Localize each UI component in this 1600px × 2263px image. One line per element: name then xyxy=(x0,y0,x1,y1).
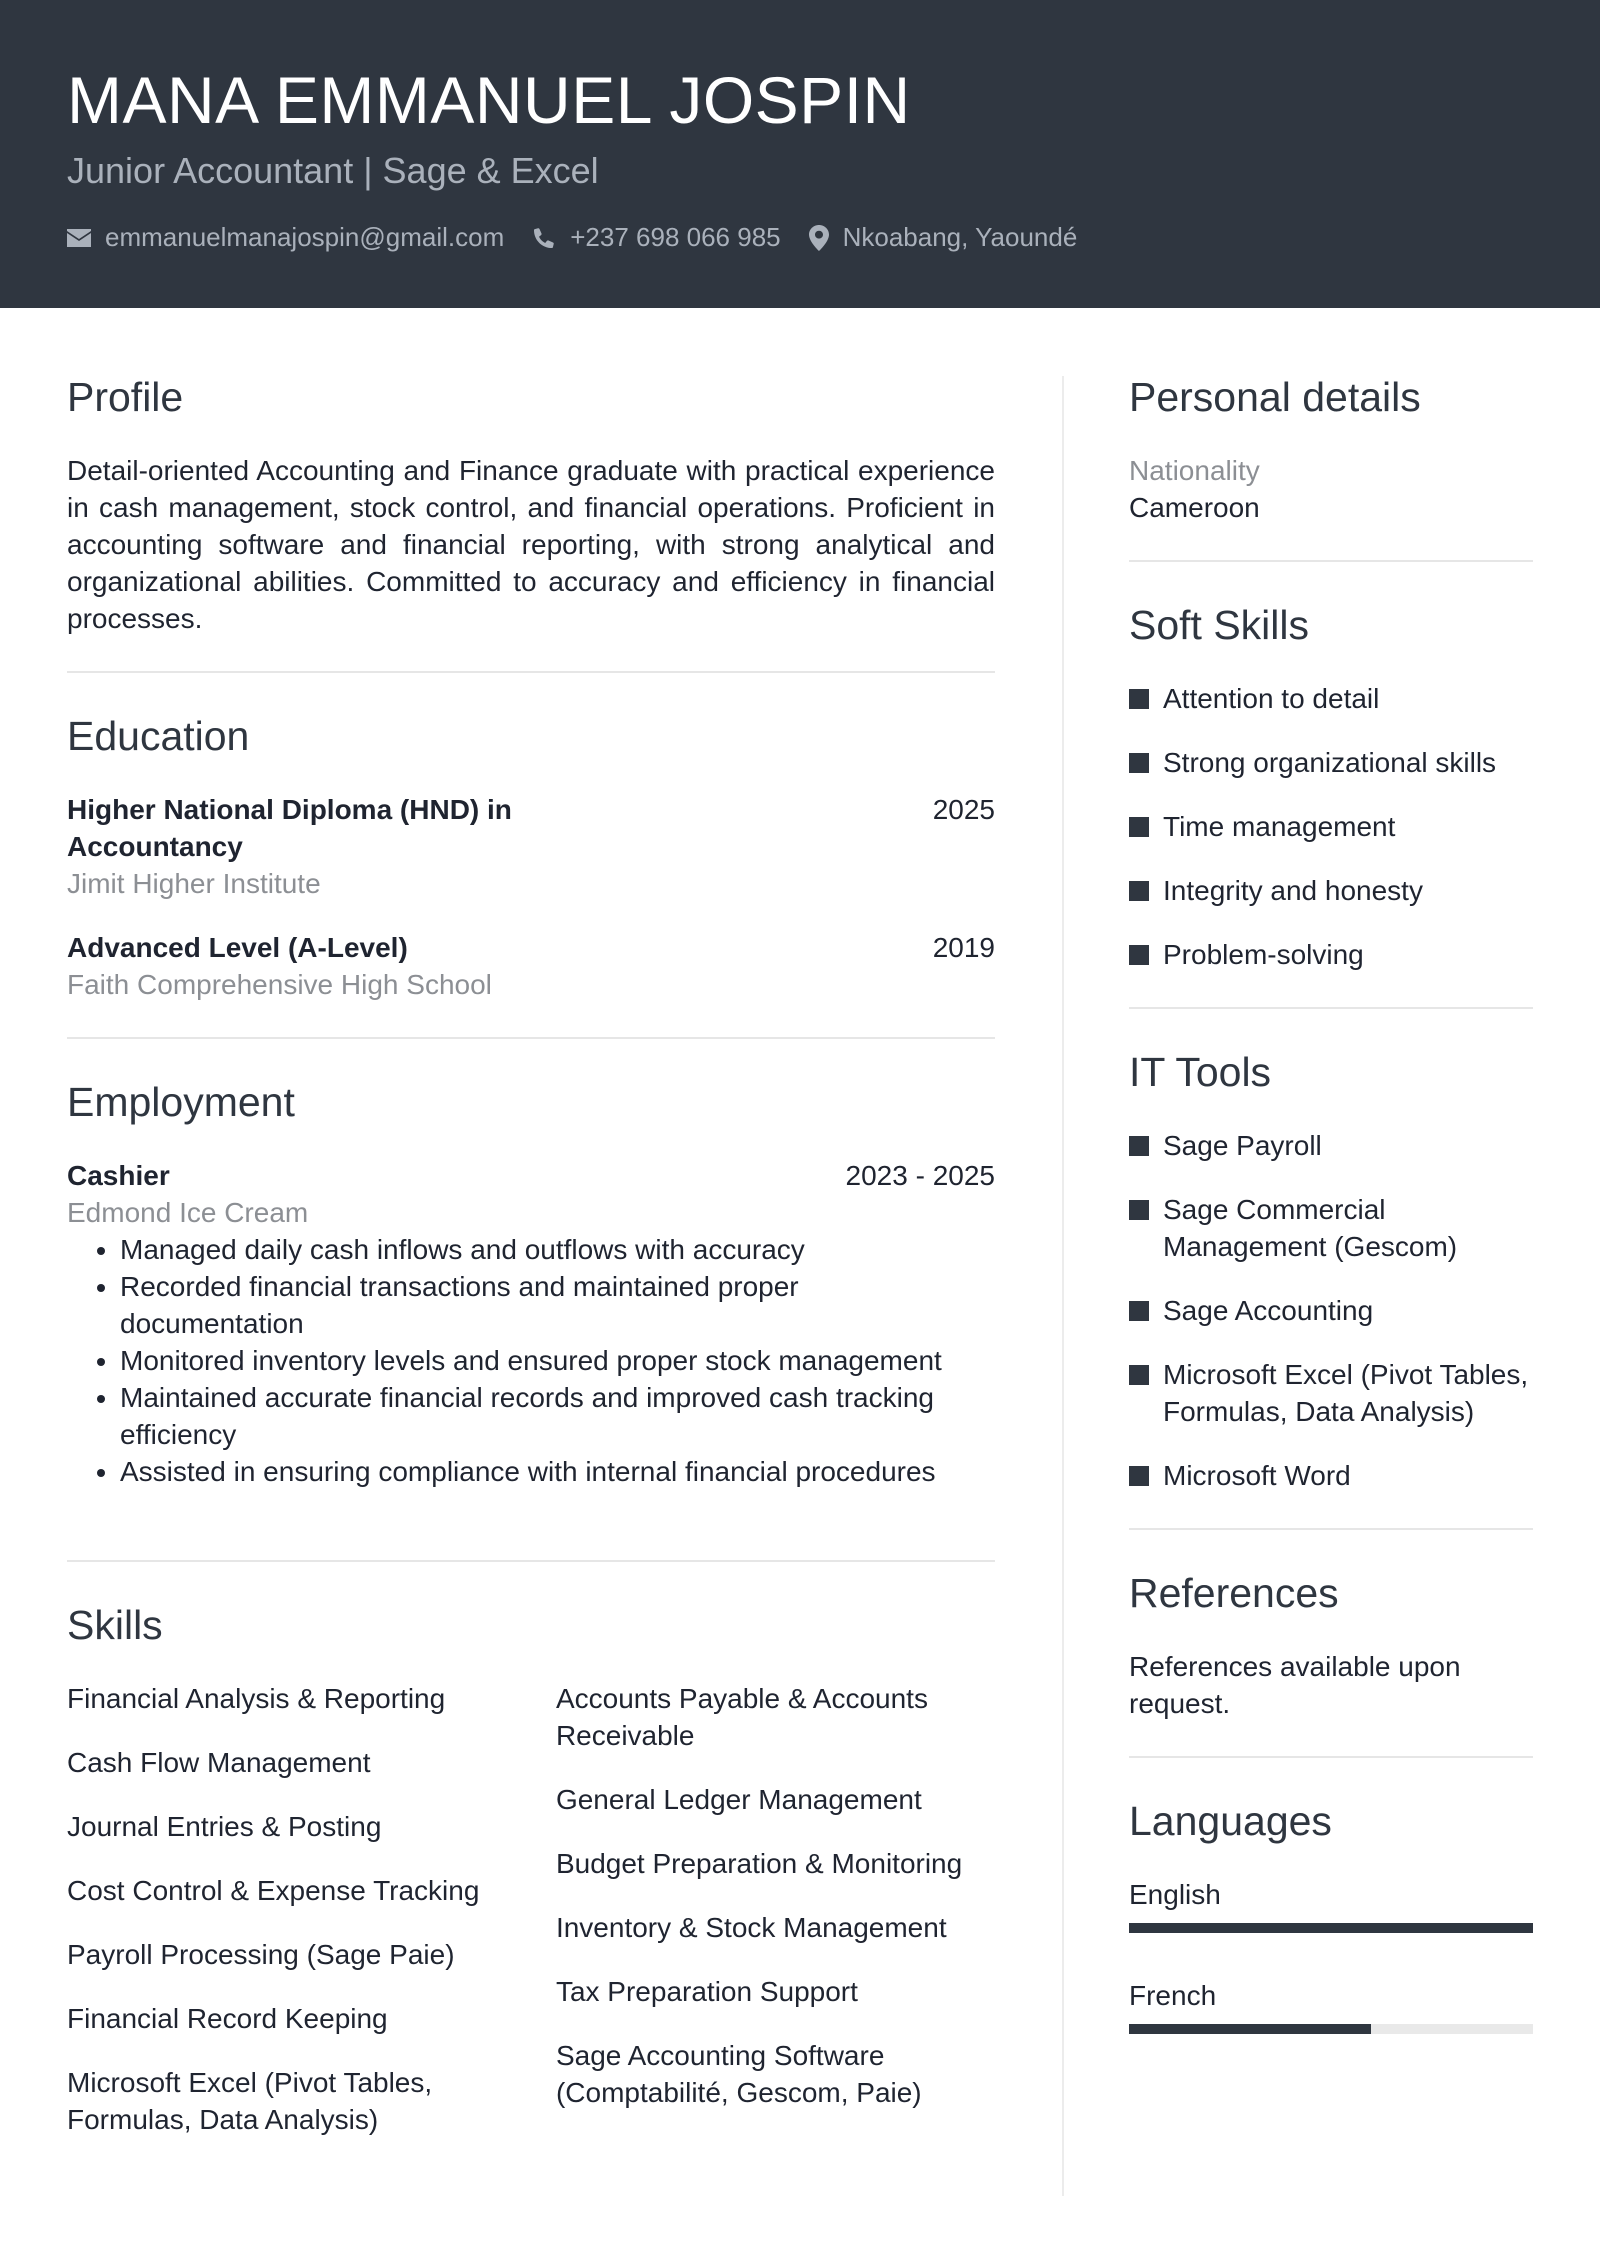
email-text: emmanuelmanajospin@gmail.com xyxy=(105,222,505,252)
employment-section xyxy=(67,1077,995,1490)
section-title-languages: Languages xyxy=(1129,1798,1332,1844)
section-title-it-tools: IT Tools xyxy=(1129,1049,1272,1095)
education-section xyxy=(67,711,995,1003)
education-year: 2019 xyxy=(932,932,995,963)
phone-icon xyxy=(532,226,556,250)
job-duties xyxy=(67,1231,950,1490)
list-item xyxy=(1129,1191,1533,1265)
soft-skills-section xyxy=(1129,600,1533,973)
candidate-headline: Junior Accountant | Sage & Excel xyxy=(67,150,599,191)
job-company: Edmond Ice Cream xyxy=(67,1197,309,1228)
list-item: Tax Preparation Support xyxy=(555,1976,858,2007)
square-bullet-icon xyxy=(1129,945,1149,965)
profile-section xyxy=(67,372,995,637)
skills-column-left xyxy=(67,1680,556,2165)
list-item: Journal Entries & Posting xyxy=(67,1811,382,1842)
soft-skill-label: Problem-solving xyxy=(1163,939,1364,970)
profile-text: Detail-oriented Accounting and Finance graduate with practical experience in cash management, stock control, and financial operations. Proficient in accounting software and financial reporting, with strong analytical and organizational abilities. Committed to accuracy and efficiency in financial processes. xyxy=(67,455,995,634)
resume-header xyxy=(0,0,1600,308)
section-divider xyxy=(67,1037,995,1039)
list-item xyxy=(1129,1356,1533,1430)
list-item xyxy=(1129,808,1533,845)
it-tool-label: Sage Accounting xyxy=(1163,1295,1374,1326)
education-degree: Advanced Level (A-Level) xyxy=(67,932,408,963)
list-item: Financial Record Keeping xyxy=(67,2003,388,2034)
job-role: Cashier xyxy=(67,1160,170,1191)
sidebar-column xyxy=(1129,372,1533,2078)
soft-skill-label: Strong organizational skills xyxy=(1163,747,1497,778)
section-divider xyxy=(67,671,995,673)
soft-skill-label: Attention to detail xyxy=(1163,683,1380,714)
main-column xyxy=(67,372,995,2165)
section-title-references: References xyxy=(1129,1570,1339,1616)
contact-email[interactable] xyxy=(67,222,504,253)
nationality-label: Nationality xyxy=(1129,455,1260,486)
language-level-bar xyxy=(1129,2024,1533,2034)
contact-bar xyxy=(67,222,1105,253)
list-item: General Ledger Management xyxy=(555,1784,922,1815)
education-item xyxy=(67,929,995,1003)
list-item xyxy=(1129,1292,1533,1329)
list-item: Payroll Processing (Sage Paie) xyxy=(67,1939,455,1970)
square-bullet-icon xyxy=(1129,817,1149,837)
it-tool-label: Sage Commercial Management (Gescom) xyxy=(1163,1194,1458,1262)
list-item: • Maintained accurate financial records and improved cash tracking efficiency xyxy=(120,1379,950,1453)
language-name: English xyxy=(1129,1879,1221,1910)
square-bullet-icon xyxy=(1129,689,1149,709)
employment-item xyxy=(67,1157,995,1490)
skills-section xyxy=(67,1600,995,2165)
phone-text: +237 698 066 985 xyxy=(570,222,781,252)
job-dates: 2023 - 2025 xyxy=(845,1160,995,1191)
list-item: Financial Analysis & Reporting xyxy=(67,1683,446,1714)
candidate-name: MANA EMMANUEL JOSPIN xyxy=(67,63,911,137)
list-item: Accounts Payable & Accounts Receivable xyxy=(555,1683,928,1751)
list-item xyxy=(1129,872,1533,909)
square-bullet-icon xyxy=(1129,1365,1149,1385)
references-text: References available upon request. xyxy=(1129,1651,1461,1719)
nationality-value: Cameroon xyxy=(1129,492,1260,523)
list-item xyxy=(1129,936,1533,973)
envelope-icon xyxy=(67,229,91,247)
section-title-employment: Employment xyxy=(67,1079,295,1125)
education-school: Jimit Higher Institute xyxy=(67,868,321,899)
square-bullet-icon xyxy=(1129,1301,1149,1321)
list-item xyxy=(1129,744,1533,781)
education-year: 2025 xyxy=(932,794,995,825)
list-item: • Assisted in ensuring compliance with internal financial procedures xyxy=(120,1453,950,1490)
square-bullet-icon xyxy=(1129,1200,1149,1220)
references-section xyxy=(1129,1568,1533,1722)
list-item: Inventory & Stock Management xyxy=(555,1912,947,1943)
section-title-profile: Profile xyxy=(67,374,184,420)
language-level-fill xyxy=(1129,1923,1533,1933)
it-tools-section xyxy=(1129,1047,1533,1494)
list-item: Budget Preparation & Monitoring xyxy=(555,1848,963,1879)
soft-skill-label: Time management xyxy=(1163,811,1396,842)
language-level-bar xyxy=(1129,1923,1533,1933)
list-item: • Managed daily cash inflows and outflows with accuracy xyxy=(120,1231,950,1268)
section-divider xyxy=(1129,1007,1533,1009)
column-divider xyxy=(1062,376,1064,2196)
contact-location xyxy=(809,222,1078,253)
list-item xyxy=(1129,1127,1533,1164)
education-degree: Higher National Diploma (HND) in Accountancy xyxy=(67,794,512,862)
square-bullet-icon xyxy=(1129,881,1149,901)
list-item: Microsoft Excel (Pivot Tables, Formulas, Data Analysis) xyxy=(67,2067,433,2135)
it-tool-label: Microsoft Word xyxy=(1163,1460,1351,1491)
location-text: Nkoabang, Yaoundé xyxy=(842,222,1078,252)
personal-details-section xyxy=(1129,372,1533,526)
square-bullet-icon xyxy=(1129,1466,1149,1486)
list-item xyxy=(1129,680,1533,717)
list-item: • Recorded financial transactions and maintained proper documentation xyxy=(120,1268,950,1342)
section-title-skills: Skills xyxy=(67,1602,163,1648)
language-level-fill xyxy=(1129,2024,1371,2034)
list-item: • Monitored inventory levels and ensured proper stock management xyxy=(120,1342,950,1379)
languages-section xyxy=(1129,1796,1533,2034)
square-bullet-icon xyxy=(1129,753,1149,773)
map-pin-icon xyxy=(809,225,829,251)
section-divider xyxy=(67,1560,995,1562)
section-divider xyxy=(1129,1528,1533,1530)
square-bullet-icon xyxy=(1129,1136,1149,1156)
language-name: French xyxy=(1129,1980,1217,2011)
section-title-education: Education xyxy=(67,713,250,759)
soft-skill-label: Integrity and honesty xyxy=(1163,875,1423,906)
education-item xyxy=(67,791,995,902)
section-divider xyxy=(1129,1756,1533,1758)
skills-column-right xyxy=(556,1680,995,2165)
section-divider xyxy=(1129,560,1533,562)
education-school: Faith Comprehensive High School xyxy=(67,969,492,1000)
contact-phone[interactable] xyxy=(532,222,780,253)
list-item xyxy=(1129,1457,1533,1494)
list-item: Cost Control & Expense Tracking xyxy=(67,1875,480,1906)
list-item: Cash Flow Management xyxy=(67,1747,371,1778)
section-title-personal: Personal details xyxy=(1129,374,1421,420)
section-title-soft-skills: Soft Skills xyxy=(1129,602,1309,648)
it-tool-label: Microsoft Excel (Pivot Tables, Formulas, Data Analysis) xyxy=(1163,1359,1529,1427)
it-tool-label: Sage Payroll xyxy=(1163,1130,1322,1161)
list-item: Sage Accounting Software (Comptabilité, Gescom, Paie) xyxy=(555,2040,922,2108)
